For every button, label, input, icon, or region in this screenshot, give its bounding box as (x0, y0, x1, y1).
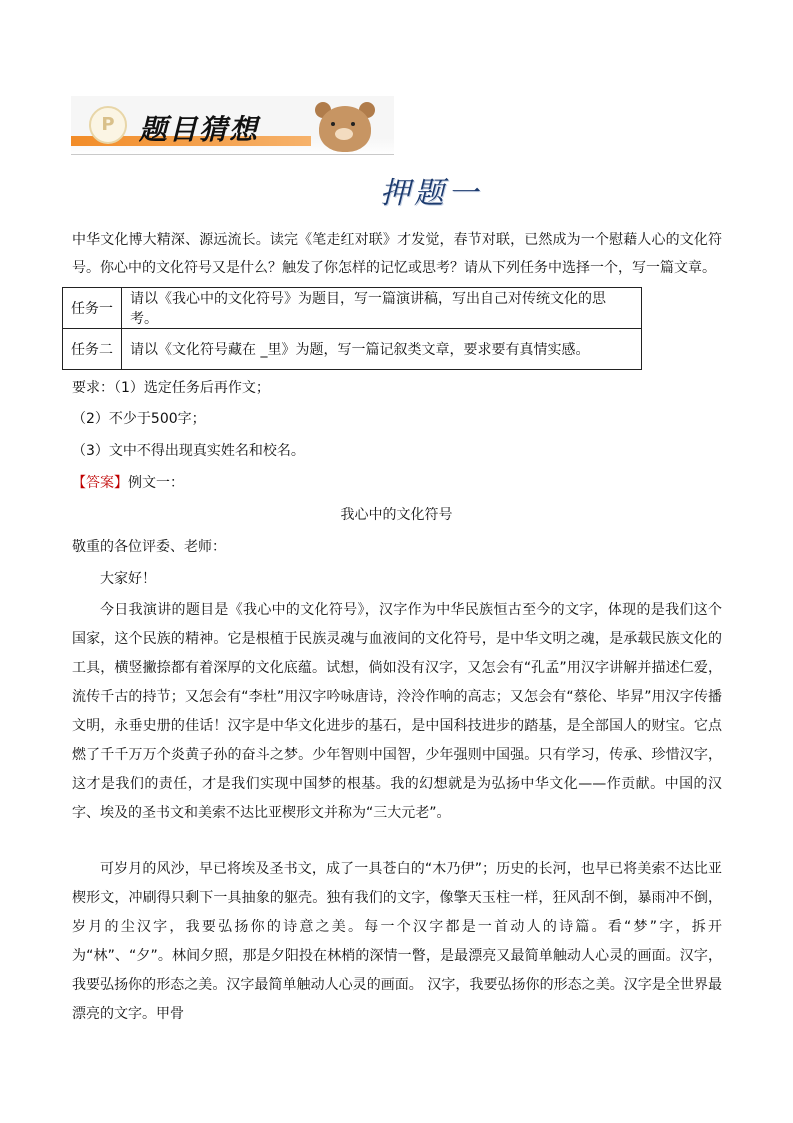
task-label: 任务一 (63, 288, 122, 329)
essay-title: 我心中的文化符号 (340, 507, 453, 523)
banner-title: 题目猜想 (139, 113, 260, 146)
essay-paragraph-2: 可岁月的风沙，早已将埃及圣书文，成了一具苍白的“木乃伊”；历史的长河，也早已将美索不达比亚楔形文，冲刷得只剩下一具抽象的躯壳。独有我们的文字，像擎天玉柱一样，狂风刮不倒，暴雨冲不倒，岁月的尘汉字，我要弘扬你的诗意之美。每一个汉字都是一首动人的诗篇。看“梦”字，拆开为“林”、“夕”。林间夕照，那是夕阳投在林梢的深情一瞥，是最漂亮又最简单触动人心灵的画面。汉字，我要弘扬你的形态之美。汉字最简单触动人心灵的画面。 汉字，我要弘扬你的形态之美。汉字是全世界最漂亮的文字。甲骨 (72, 861, 722, 1022)
bear-mascot-icon (307, 100, 381, 156)
task-text: 请以《我心中的文化符号》为题目，写一篇演讲稿，写出自己对传统文化的思考。 (122, 288, 642, 329)
essay-greeting: 大家好！ (100, 571, 156, 587)
coin-icon: P (89, 106, 127, 144)
answer-line (72, 469, 722, 497)
task-table (62, 287, 642, 370)
requirement-line-3: （3）文中不得出现真实姓名和校名。 (72, 443, 305, 459)
essay-paragraph-1: 今日我演讲的题目是《我心中的文化符号》，汉字作为中华民族恒古至今的文字，体现的是我们这个国家，这个民族的精神。它是根植于民族灵魂与血液间的文化符号，是中华文明之魂，是承载民族文化的工具，横竖撇捺都有着深厚的文化底蕴。试想，倘如没有汉字，又怎会有“孔孟”用汉字讲解并描述仁爱，流传千古的持节；又怎会有“李杜”用汉字吟咏唐诗，泠泠作响的高志；又怎会有“蔡伦、毕昇”用汉字传播文明，永垂史册的佳话！汉字是中华文化进步的基石，是中国科技进步的踏基，是全部国人的财宝。它点燃了千千万万个炎黄子孙的奋斗之梦。少年智则中国智，少年强则中国强。只有学习，传承、珍惜汉字，这才是我们的责任，才是我们实现中国梦的根基。我的幻想就是为弘扬中华文化——作贡献。中国的汉字、埃及的圣书文和美索不达比亚楔形文并称为“三大元老”。 (72, 602, 722, 821)
section-subtitle: 押题一 (380, 176, 482, 211)
intro-paragraph: 中华文化博大精深、源远流长。读完《笔走红对联》才发觉，春节对联，已然成为一个慰藉人心的文化符号。你心中的文化符号又是什么？触发了你怎样的记忆或思考？请从下列任务中选择一个，写一篇文章。 (72, 232, 722, 276)
answer-label: 例文一： (128, 475, 184, 491)
answer-tag: 【答案】 (72, 475, 128, 491)
task-label: 任务二 (63, 329, 122, 370)
requirement-line-2: （2）不少于500字； (72, 411, 206, 427)
section-banner (71, 96, 394, 156)
requirement-line-1: 要求：（1）选定任务后再作文； (72, 380, 270, 396)
table-row (63, 288, 642, 329)
task-text: 请以《文化符号藏在 _里》为题，写一篇记叙类文章，要求要有真情实感。 (122, 329, 642, 370)
table-row (63, 329, 642, 370)
essay-salutation: 敬重的各位评委、老师： (72, 539, 226, 555)
